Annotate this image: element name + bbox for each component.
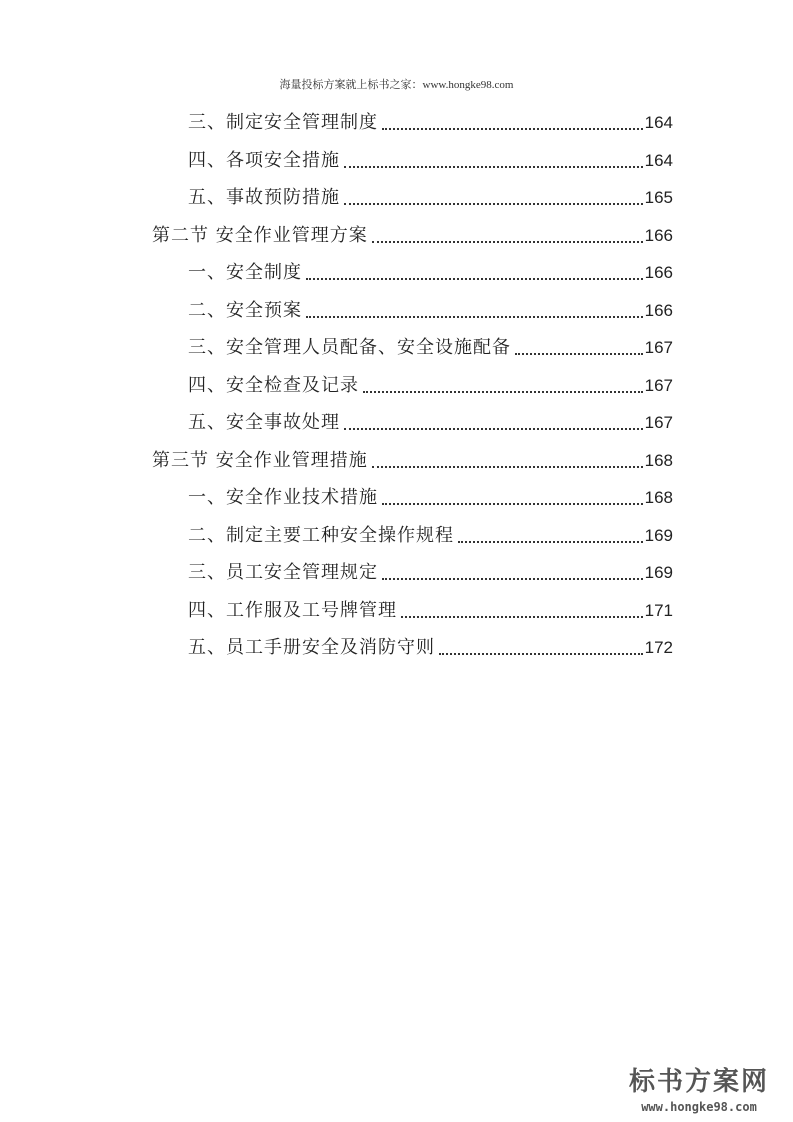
toc-entry-page: 168 xyxy=(644,488,673,507)
toc-entry-title: 一、安全制度 xyxy=(188,262,302,283)
toc-entry-title: 四、工作服及工号牌管理 xyxy=(188,599,397,621)
toc-dot-leader xyxy=(439,653,643,655)
toc-dot-leader xyxy=(382,578,643,580)
toc-dot-leader xyxy=(458,541,643,543)
toc-item-row[interactable] xyxy=(188,517,673,547)
toc-entry-title: 五、事故预防措施 xyxy=(188,187,340,208)
toc-item-row[interactable] xyxy=(188,104,673,134)
toc-entry-title: 二、制定主要工种安全操作规程 xyxy=(188,524,454,546)
toc-entry-page: 167 xyxy=(644,375,673,395)
toc-entry-page: 166 xyxy=(644,225,673,245)
toc-dot-leader xyxy=(382,503,643,505)
toc-entry-title: 五、员工手册安全及消防守则 xyxy=(188,637,435,658)
toc-item-row[interactable] xyxy=(188,329,673,359)
watermark-title: 标书方案网 xyxy=(628,1067,769,1097)
toc-entry-title: 五、安全事故处理 xyxy=(188,412,340,433)
watermark-logo xyxy=(619,1061,779,1114)
toc-item-row[interactable] xyxy=(188,404,673,434)
toc-entry-title: 二、安全预案 xyxy=(188,299,302,321)
toc-entry-page: 171 xyxy=(644,600,673,620)
toc-dot-leader xyxy=(306,316,643,318)
toc-entry-page: 166 xyxy=(644,300,673,320)
toc-item-row[interactable] xyxy=(188,254,673,284)
toc-entry-page: 172 xyxy=(644,638,673,657)
toc-item-row[interactable] xyxy=(188,179,673,209)
toc-dot-leader xyxy=(344,203,643,205)
toc-entry-title: 第二节 安全作业管理方案 xyxy=(152,224,368,246)
toc-entry-page: 167 xyxy=(644,338,673,357)
watermark-url: www.hongke98.com xyxy=(641,1100,757,1114)
toc-dot-leader xyxy=(372,241,643,243)
page-header: 海量投标方案就上标书之家：www.hongke98.com xyxy=(279,79,514,91)
toc-entry-title: 四、安全检查及记录 xyxy=(188,374,359,396)
toc-entry-title: 四、各项安全措施 xyxy=(188,149,340,171)
toc-dot-leader xyxy=(382,128,643,130)
toc-item-row[interactable] xyxy=(188,292,673,322)
toc-item-row[interactable] xyxy=(188,554,673,584)
toc-entry-page: 165 xyxy=(644,188,673,207)
toc-entry-title: 三、制定安全管理制度 xyxy=(188,112,378,133)
toc-item-row[interactable] xyxy=(188,629,673,659)
toc-item-row[interactable] xyxy=(188,367,673,397)
toc-item-row[interactable] xyxy=(188,142,673,172)
toc-entry-page: 167 xyxy=(644,413,673,432)
toc-section-row[interactable] xyxy=(152,217,673,247)
toc-section-row[interactable] xyxy=(152,442,673,472)
toc-item-row[interactable] xyxy=(188,592,673,622)
toc-entry-title: 三、员工安全管理规定 xyxy=(188,562,378,583)
toc-entry-page: 169 xyxy=(644,563,673,582)
toc-entry-page: 169 xyxy=(644,525,673,545)
toc-entry-page: 164 xyxy=(644,113,673,132)
toc-dot-leader xyxy=(363,391,643,393)
toc-dot-leader xyxy=(344,428,643,430)
toc-entry-title: 三、安全管理人员配备、安全设施配备 xyxy=(188,337,511,358)
toc-dot-leader xyxy=(306,278,643,280)
toc-dot-leader xyxy=(515,353,643,355)
toc-entry-page: 168 xyxy=(644,450,673,470)
toc-item-row[interactable] xyxy=(188,479,673,509)
toc-dot-leader xyxy=(401,616,643,618)
toc-entry-title: 第三节 安全作业管理措施 xyxy=(152,449,368,471)
toc-entry-title: 一、安全作业技术措施 xyxy=(188,487,378,508)
toc-dot-leader xyxy=(344,166,643,168)
toc-entry-page: 164 xyxy=(644,150,673,170)
toc-dot-leader xyxy=(372,466,643,468)
toc-entry-page: 166 xyxy=(644,263,673,282)
